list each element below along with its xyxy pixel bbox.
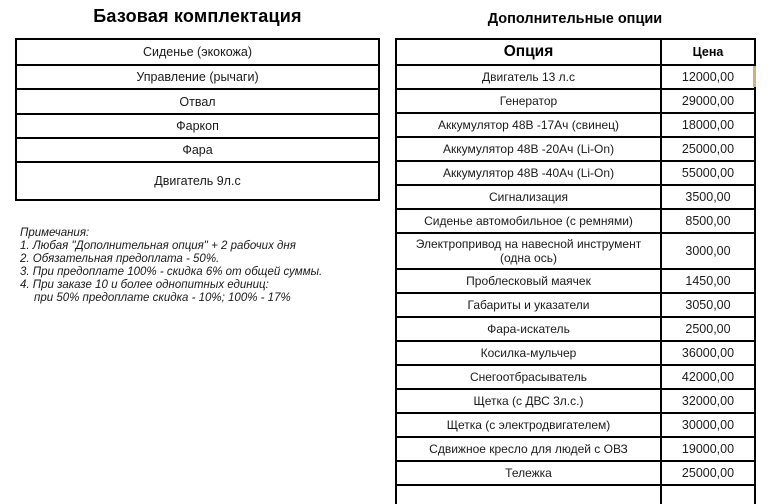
note-line: при 50% предоплате скидка - 10%; 100% - 17% (34, 292, 291, 304)
table-row (397, 162, 754, 186)
base-equipment-row: Сиденье (экокожа) (17, 40, 378, 66)
option-cell: Аккумулятор 48В -17Ач (свинец) (437, 118, 620, 132)
option-cell: Сигнализация (488, 190, 568, 204)
base-equipment-row: Фаркоп (17, 115, 378, 139)
option-cell: Проблесковый маячек (466, 274, 591, 288)
price-column-header: Цена (660, 40, 754, 64)
base-equipment-row: Управление (рычаги) (17, 66, 378, 90)
base-equipment-table (15, 38, 380, 201)
table-row (397, 186, 754, 210)
note-line: 4. При заказе 10 и более однопитных единиц: (20, 279, 269, 291)
price-cell: 30000,00 (660, 414, 754, 436)
price-cell: 2500,00 (660, 318, 754, 340)
table-row (397, 366, 754, 390)
table-row (397, 270, 754, 294)
price-cell: 3000,00 (660, 234, 754, 268)
base-equipment-row: Отвал (17, 90, 378, 115)
table-row (397, 438, 754, 462)
note-line: 3. При предоплате 100% - скидка 6% от общей суммы. (20, 266, 323, 278)
base-equipment-row: Двигатель 9л.с (154, 174, 241, 188)
price-cell: 42000,00 (660, 366, 754, 388)
price-cell: 32000,00 (660, 390, 754, 412)
option-cell: Щетка (с ДВС 3л.с.) (473, 394, 584, 408)
table-row-partial (397, 486, 754, 504)
option-cell: Генератор (499, 94, 558, 108)
table-row (397, 342, 754, 366)
option-cell: Тележка (505, 466, 552, 480)
table-row (397, 414, 754, 438)
price-cell: 3500,00 (660, 186, 754, 208)
option-cell: Фара-искатель (487, 322, 570, 336)
additional-options-title: Дополнительные опции (487, 11, 663, 27)
price-cell: 3050,00 (660, 294, 754, 316)
price-cell (660, 486, 754, 504)
option-cell: Электропривод на навесной инструмент (одна ось) (415, 237, 642, 265)
option-cell: Двигатель 13 л.с (482, 70, 575, 84)
table-row (397, 210, 754, 234)
option-cell (397, 486, 660, 504)
note-line: 2. Обязательная предоплата - 50%. (20, 253, 220, 265)
price-cell: 8500,00 (660, 210, 754, 232)
table-row (397, 66, 754, 90)
option-cell: Щетка (с электродвигателем) (446, 418, 611, 432)
base-equipment-row: Фара (17, 139, 378, 163)
option-cell: Сдвижное кресло для людей с ОВЗ (429, 442, 628, 456)
note-line: 1. Любая "Дополнительная опция" + 2 рабочих дня (20, 240, 296, 252)
option-cell: Сиденье автомобильное (с ремнями) (424, 214, 633, 228)
table-row (397, 318, 754, 342)
price-cell: 19000,00 (660, 438, 754, 460)
option-column-header: Опция (503, 43, 554, 60)
notes-heading: Примечания: (20, 227, 90, 239)
price-cell: 36000,00 (660, 342, 754, 364)
cell-highlight-mark (753, 66, 756, 87)
base-equipment-title: Базовая комплектация (93, 6, 302, 26)
price-cell: 25000,00 (660, 138, 754, 160)
table-row (397, 462, 754, 486)
table-row (397, 234, 754, 270)
notes-block (20, 227, 385, 305)
table-row (397, 294, 754, 318)
options-table-header-row (397, 40, 754, 66)
price-cell: 18000,00 (660, 114, 754, 136)
additional-options-table (395, 38, 756, 504)
option-cell: Косилка-мульчер (480, 346, 577, 360)
option-cell: Снегоотбрасыватель (469, 370, 588, 384)
option-cell: Аккумулятор 48В -20Ач (Li-On) (442, 142, 615, 156)
table-row (397, 90, 754, 114)
price-cell: 25000,00 (660, 462, 754, 484)
price-cell: 12000,00 (660, 66, 754, 88)
price-cell: 1450,00 (660, 270, 754, 292)
option-cell: Аккумулятор 48В -40Ач (Li-On) (442, 166, 615, 180)
table-row (397, 390, 754, 414)
option-cell: Габариты и указатели (467, 298, 590, 312)
price-cell: 55000,00 (660, 162, 754, 184)
table-row (397, 114, 754, 138)
price-cell: 29000,00 (660, 90, 754, 112)
table-row (397, 138, 754, 162)
